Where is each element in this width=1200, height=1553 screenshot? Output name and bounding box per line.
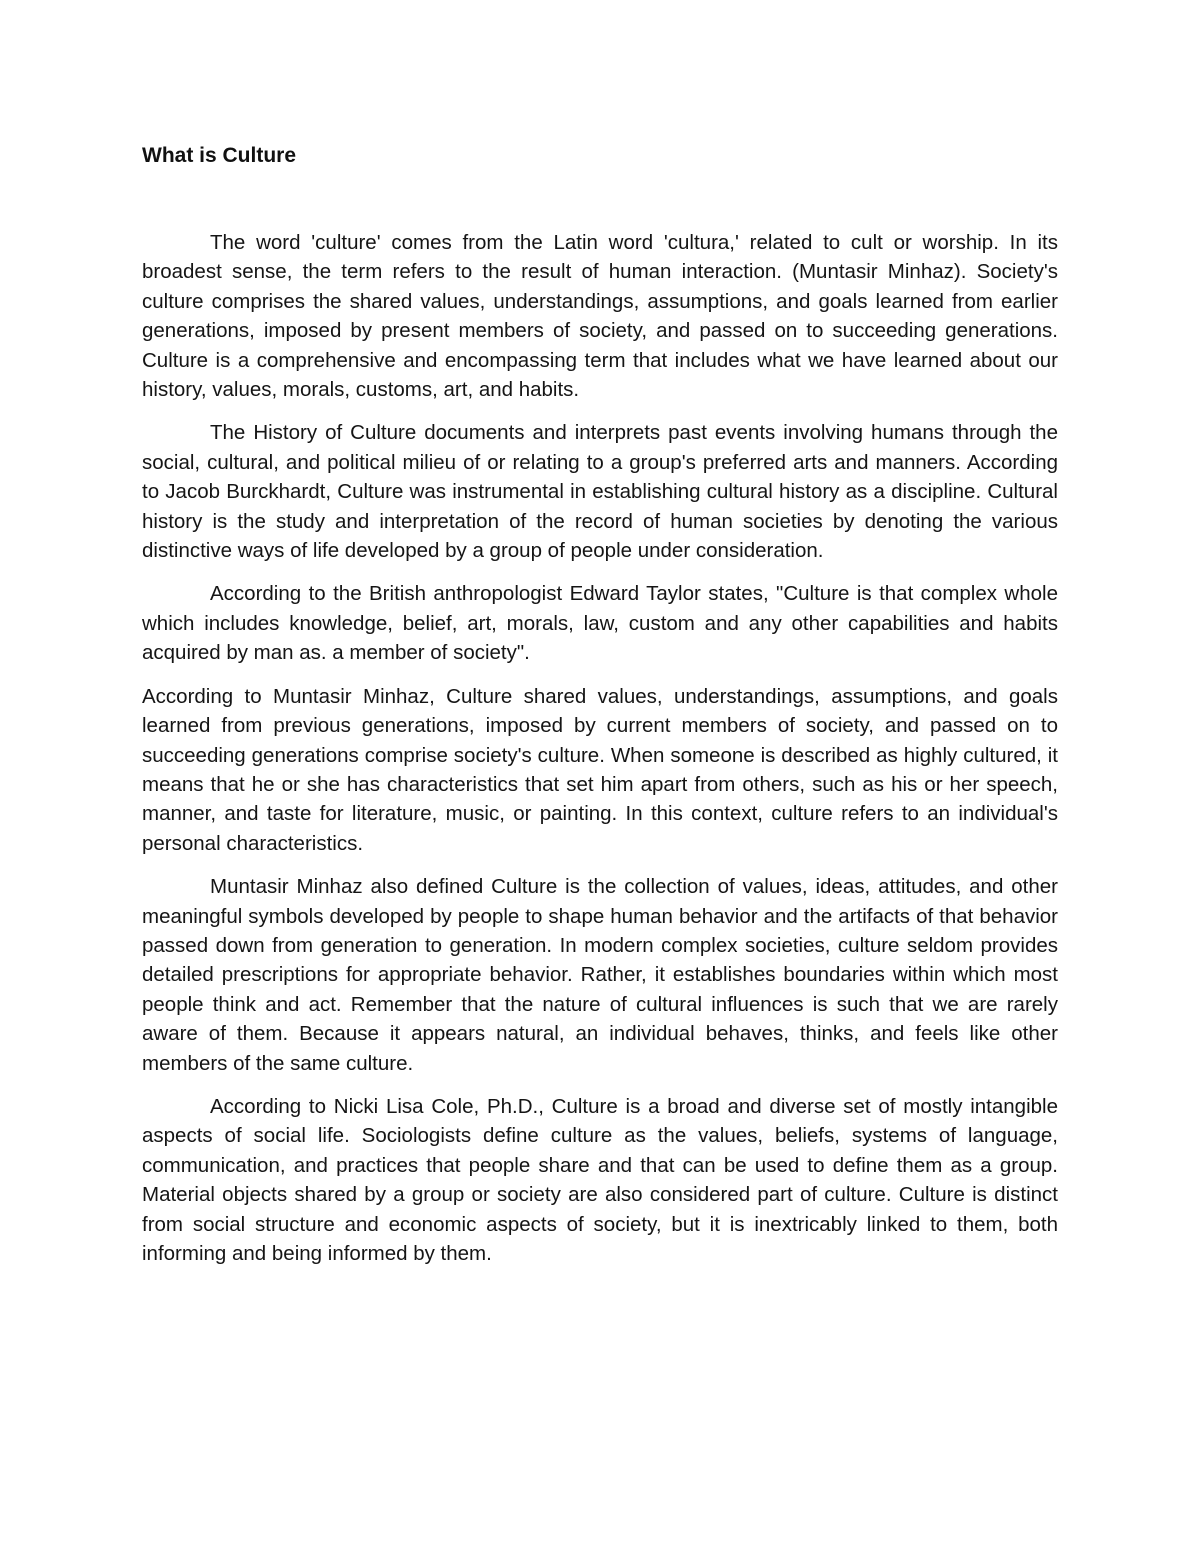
paragraph-history-of-culture: The History of Culture documents and interprets past events involving humans through the social, cultural, and political milieu of or relating to a group's preferred arts and manners. According to Jacob Burckhardt, Culture was instrumental in establishing cultural history as a discipline. Cultural history is the study and interpretation of the record of human societies by denoting the various distinctive ways of life developed by a group of people under consideration. (142, 421, 1058, 563)
document-title: What is Culture (142, 144, 297, 167)
paragraph-nicki-lisa-cole: According to Nicki Lisa Cole, Ph.D., Culture is a broad and diverse set of mostly intangible aspects of social life. Sociologists define culture as the values, beliefs, systems of language, communication, and practices that people share and that can be used to define them as a group. Material objects shared by a group or society are also considered part of culture. Culture is distinct from social structure and economic aspects of society, but it is inextricably linked to them, both informing and being informed by them. (142, 1094, 1058, 1265)
paragraph-muntasir-minhaz-definition: Muntasir Minhaz also defined Culture is the collection of values, ideas, attitudes, and other meaningful symbols developed by people to shape human behavior and the artifacts of that behavior passed down from generation to generation. In modern complex societies, culture seldom provides detailed prescriptions for appropriate behavior. Rather, it establishes boundaries within which most people think and act. Remember that the nature of cultural influences is such that we are rarely aware of them. Because it appears natural, an individual behaves, thinks, and feels like other members of the same culture. (142, 875, 1058, 1075)
paragraph-muntasir-minhaz: According to Muntasir Minhaz, Culture shared values, understandings, assumptions, and goals learned from previous generations, imposed by current members of society, and passed on to succeeding generations comprise society's culture. When someone is described as highly cultured, it means that he or she has characteristics that set him apart from others, such as his or her speech, manner, and taste for literature, music, or painting. In this context, culture refers to an individual's personal characteristics. (142, 684, 1058, 855)
paragraph-culture-origin: The word 'culture' comes from the Latin word 'cultura,' related to cult or worship. In its broadest sense, the term refers to the result of human interaction. (Muntasir Minhaz). Society's culture comprises the shared values, understandings, assumptions, and goals learned from earlier generations, imposed by present members of society, and passed on to succeeding generations. Culture is a comprehensive and encompassing term that includes what we have learned about our history, values, morals, customs, art, and habits. (142, 231, 1058, 402)
paragraph-edward-taylor: According to the British anthropologist Edward Taylor states, "Culture is that complex whole which includes knowledge, belief, art, morals, law, custom and any other capabilities and habits acquired by man as. a member of society". (142, 582, 1058, 665)
document-body (142, 140, 1058, 1282)
